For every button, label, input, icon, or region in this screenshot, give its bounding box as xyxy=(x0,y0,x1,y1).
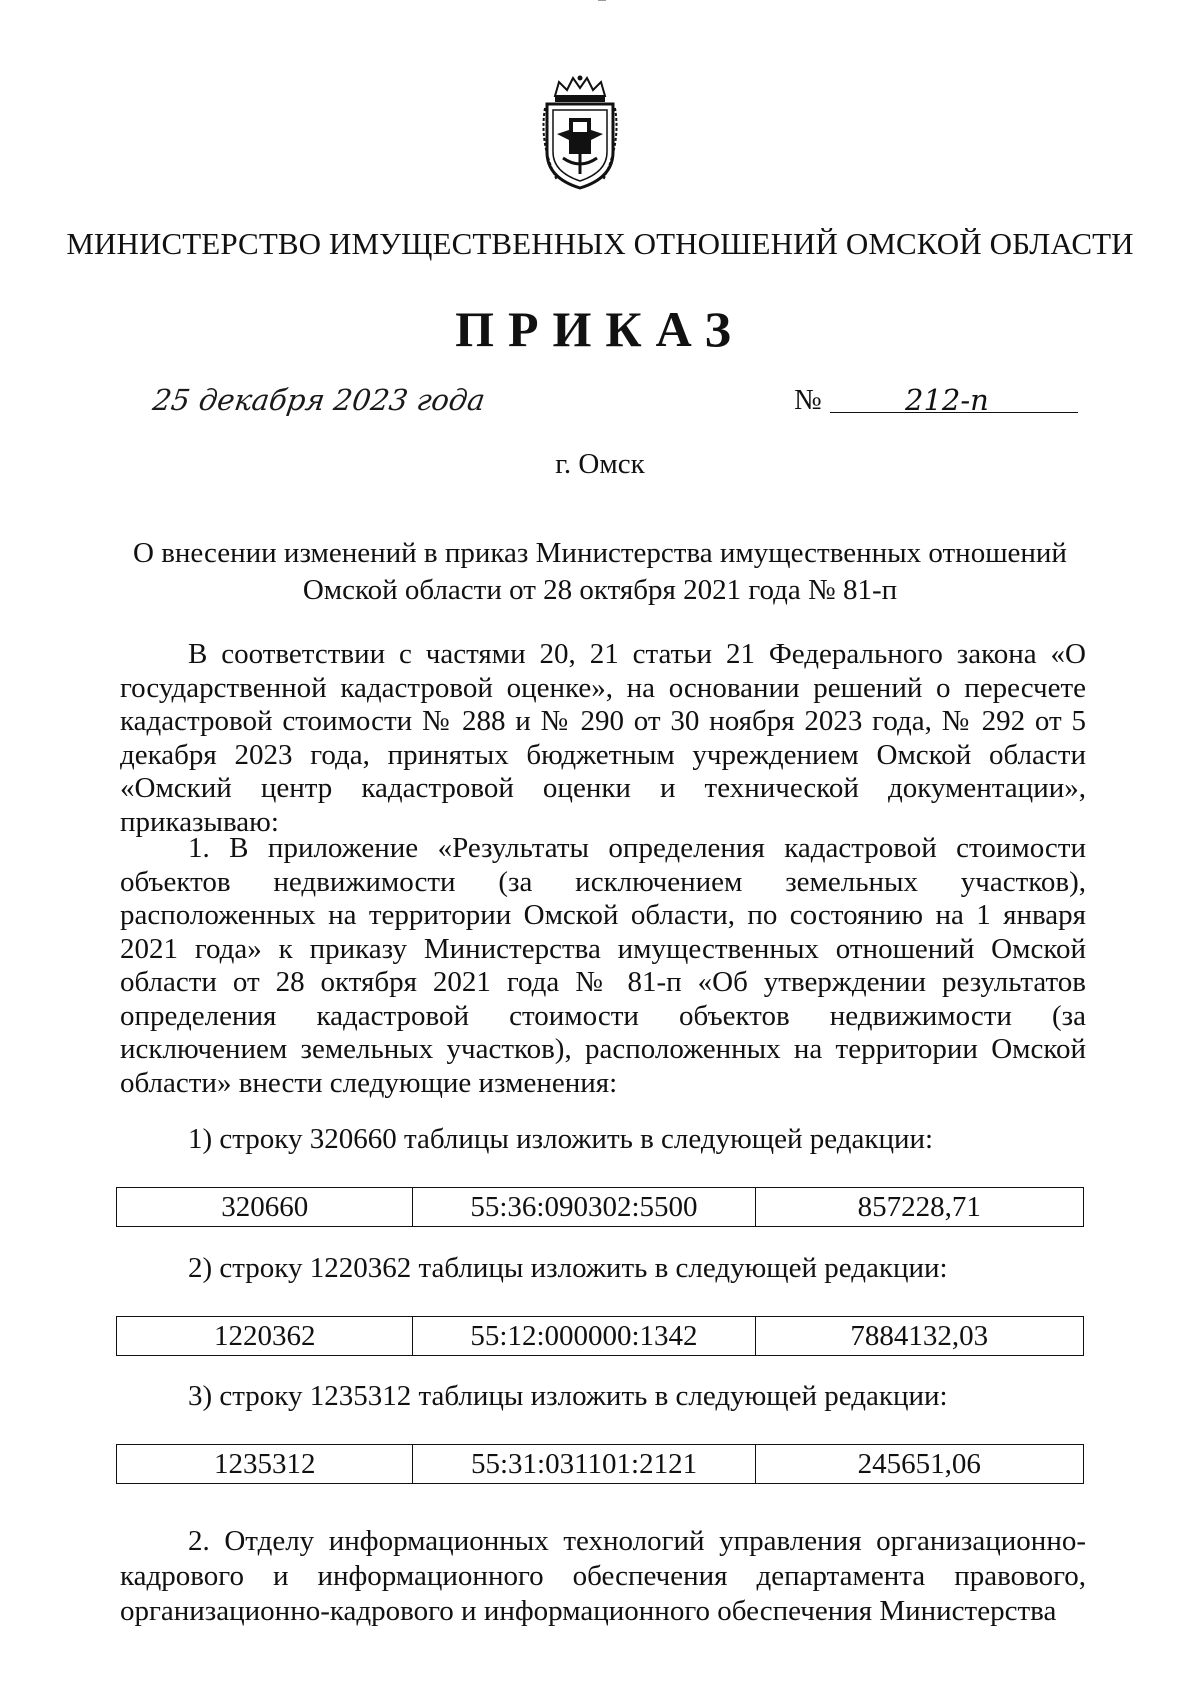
preamble-paragraph: В соответствии с частями 20, 21 статьи 21 Федерального закона «О государственной кадастровой оценке», на основании решений о пересчете кадастровой стоимости № 288 и № 290 от 30 ноября 2023 года, № 292 от 5 декабря 2023 года, принятых бюджетным учреждением Омской области «Омский центр кадастровой оценки и технической документации», приказываю: xyxy=(120,638,1086,838)
ministry-name: МИНИСТЕРСТВО ИМУЩЕСТВЕННЫХ ОТНОШЕНИЙ ОМСКОЙ ОБЛАСТИ xyxy=(66,226,1134,261)
item-2-text: 2) строку 1220362 таблицы изложить в следующей редакции: xyxy=(188,1252,948,1284)
city-line: г. Омск xyxy=(555,448,645,480)
cadastral-number-cell: 55:12:000000:1342 xyxy=(413,1317,755,1356)
document-type-title: ПРИКАЗ xyxy=(455,301,745,357)
cadastral-number-cell: 55:31:031101:2121 xyxy=(413,1445,755,1484)
item-1-text: 1) строку 320660 таблицы изложить в следующей редакции: xyxy=(188,1123,934,1155)
handwritten-date: 25 декабря 2023 года xyxy=(150,383,488,417)
page-top-mark xyxy=(598,0,606,1)
subject-line-2: Омской области от 28 октября 2021 года № 81-п xyxy=(302,574,898,606)
handwritten-number: 212-п xyxy=(905,383,989,417)
row-number-cell: 1235312 xyxy=(117,1445,413,1484)
row-number-cell: 1220362 xyxy=(117,1317,413,1356)
document-subject xyxy=(120,535,1080,609)
item-3-text: 3) строку 1235312 таблицы изложить в следующей редакции: xyxy=(188,1380,948,1412)
table-row-3 xyxy=(116,1444,1084,1484)
point-2-paragraph: 2. Отделу информационных технологий управления организационно-кадрового и информационного обеспечения департамента правового, организационно-кадрового и информационного обеспечения Министерства xyxy=(120,1525,1086,1627)
subject-line-1: О внесении изменений в приказ Министерства имущественных отношений xyxy=(133,537,1067,569)
table-row-1 xyxy=(116,1187,1084,1227)
cadastral-value-cell: 857228,71 xyxy=(755,1188,1083,1227)
point-1-paragraph: 1. В приложение «Результаты определения кадастровой стоимости объектов недвижимости (за исключением земельных участков), расположенных на территории Омской области, по состоянию на 1 января 2021 года» к приказу Министерства имущественных отношений Омской области от 28 октября 2021 года № 81-п «Об утверждении результатов определения кадастровой стоимости объектов недвижимости (за исключением земельных участков), расположенных на территории Омской области» внести следующие изменения: xyxy=(120,832,1086,1099)
coat-of-arms-icon xyxy=(537,74,623,192)
row-number-cell: 320660 xyxy=(117,1188,413,1227)
cadastral-value-cell: 7884132,03 xyxy=(755,1317,1083,1356)
cadastral-number-cell: 55:36:090302:5500 xyxy=(413,1188,755,1227)
cadastral-value-cell: 245651,06 xyxy=(755,1445,1083,1484)
number-label: № xyxy=(794,384,822,416)
table-row-2 xyxy=(116,1316,1084,1356)
